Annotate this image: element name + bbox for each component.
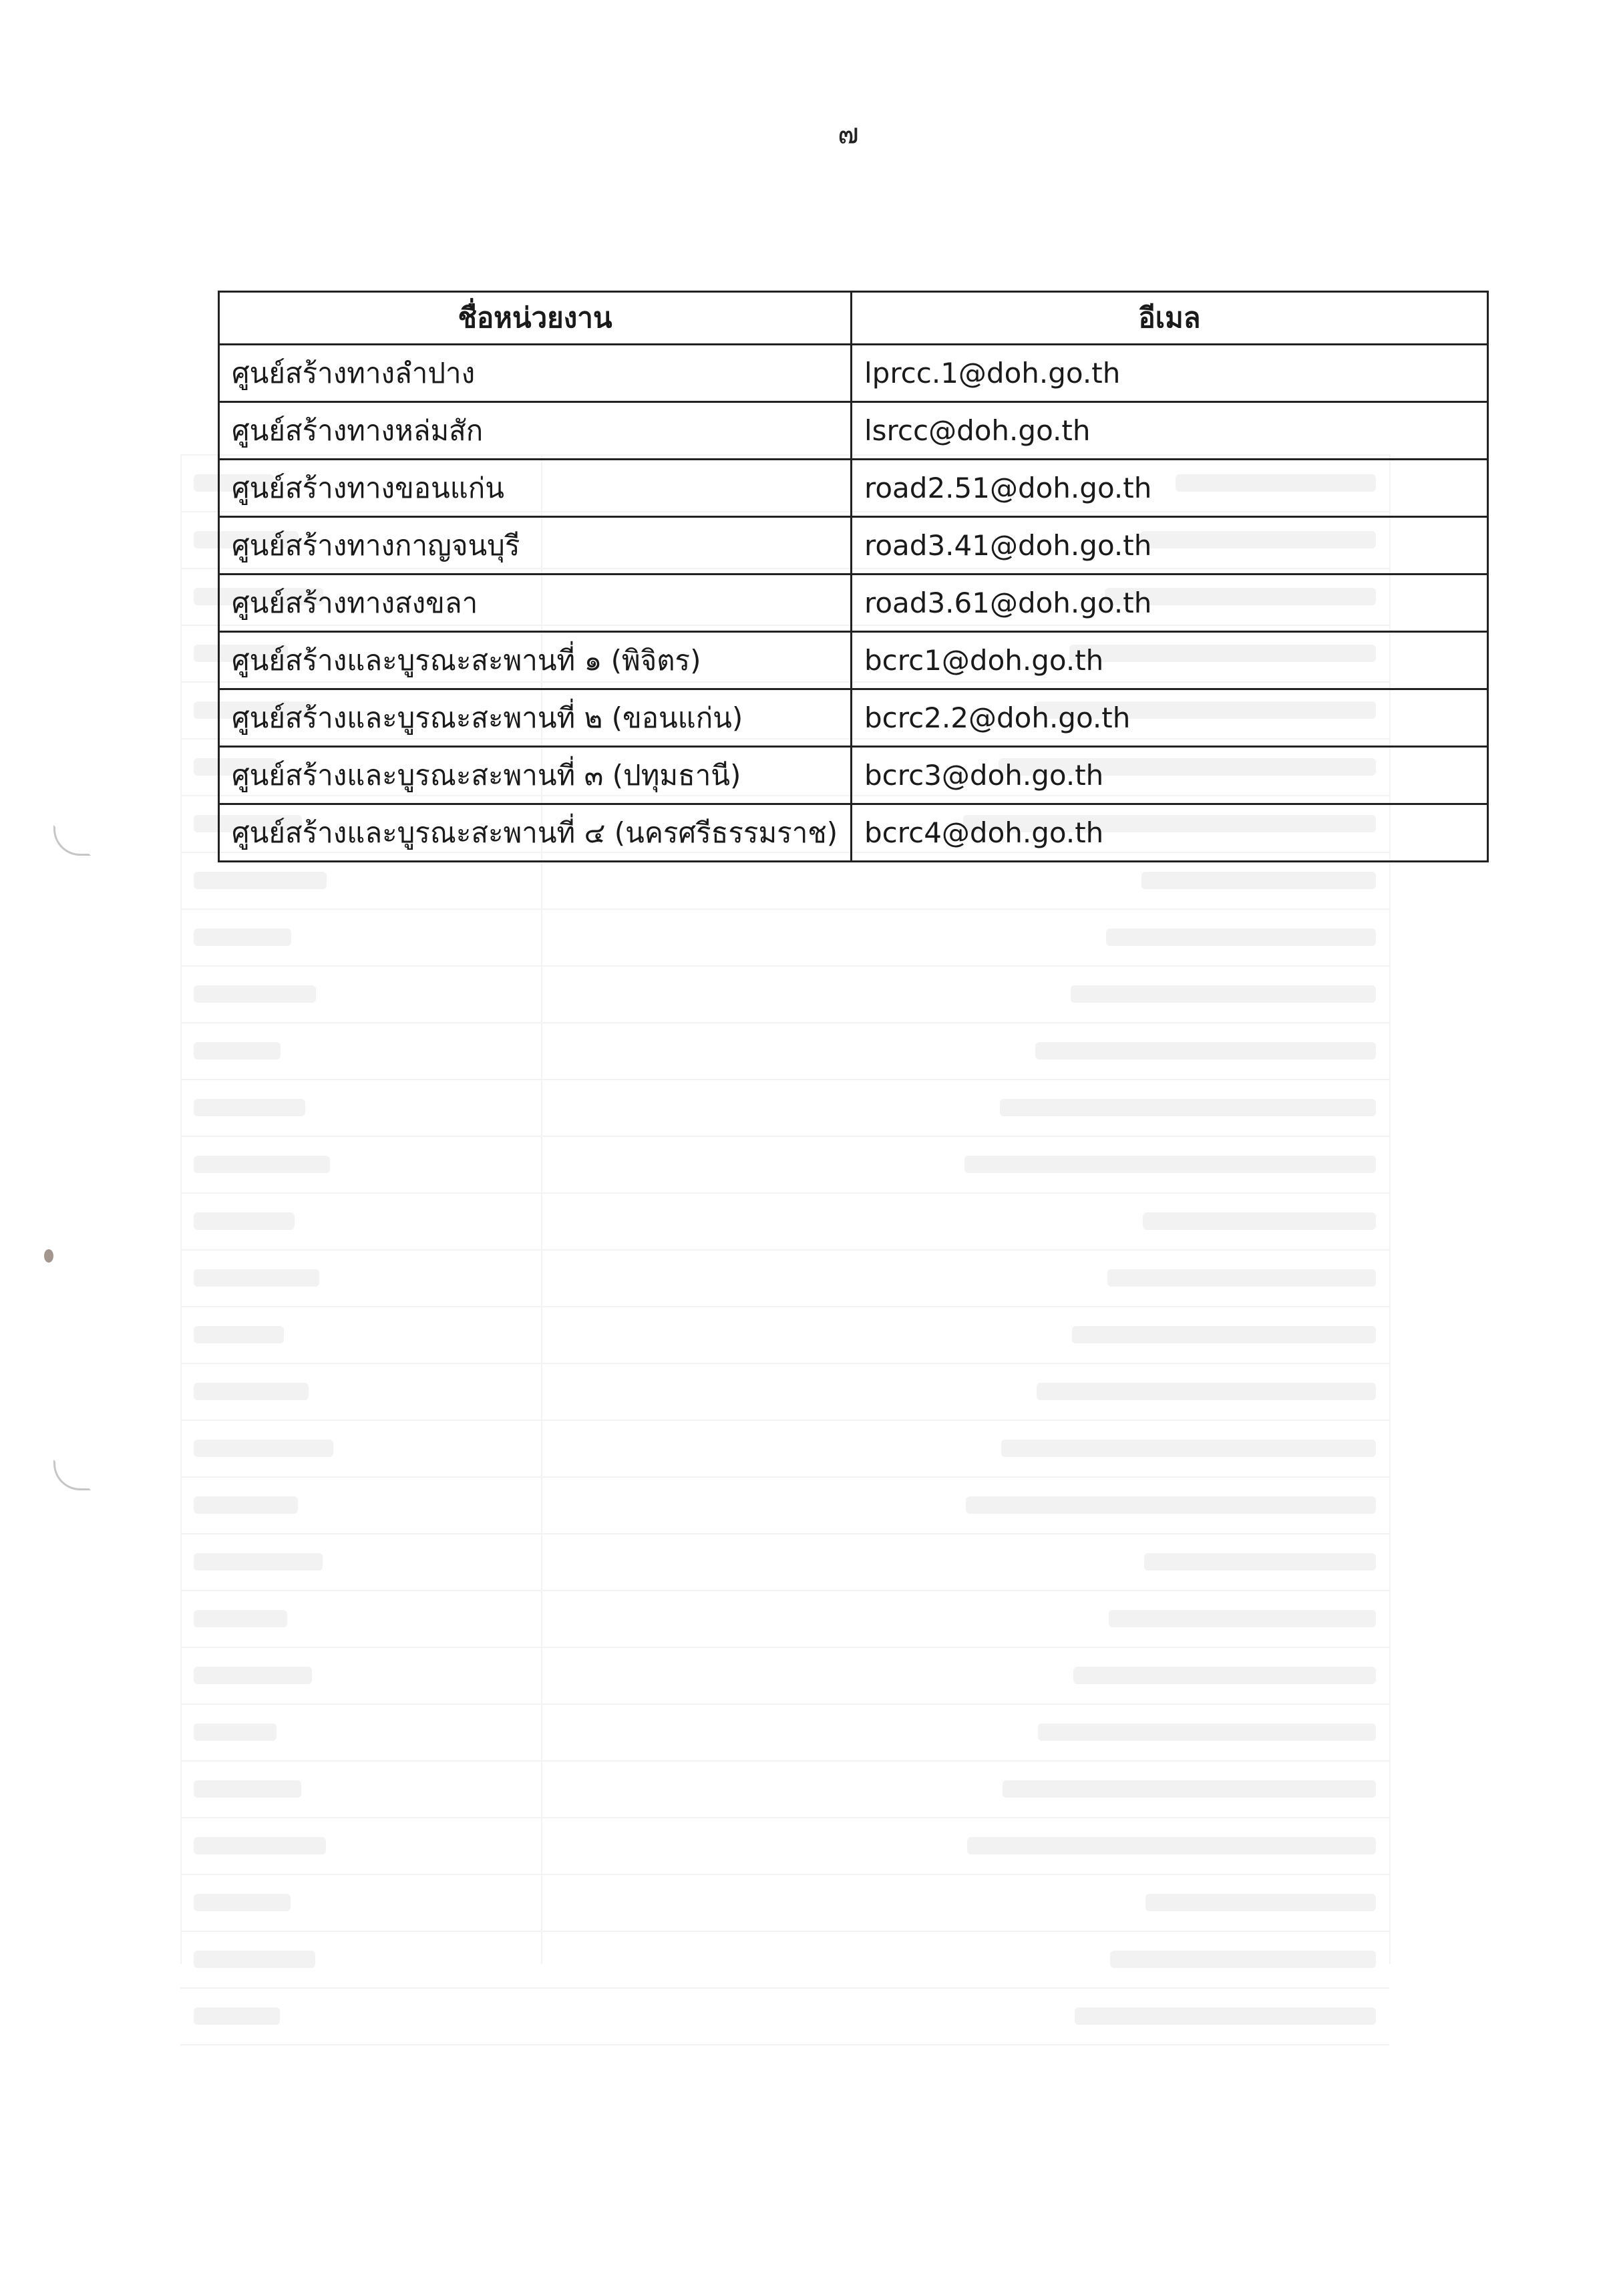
agency-email-table [218, 291, 1489, 862]
bleed-through-text [1038, 1724, 1376, 1741]
agency-name-cell: ศูนย์สร้างและบูรณะสะพานที่ ๑ (พิจิตร) [219, 632, 852, 689]
bleed-through-text [194, 985, 316, 1003]
scan-mark [53, 825, 91, 856]
bleed-through-text [967, 1837, 1376, 1854]
bleed-through-text [966, 1496, 1376, 1514]
bleed-through-text [1037, 1383, 1376, 1400]
bleed-through-text [194, 1042, 281, 1059]
bleed-through-text [1143, 1212, 1376, 1230]
bleed-through-text [1141, 872, 1376, 889]
email-cell: bcrc2.2@doh.go.th [852, 689, 1488, 747]
bleed-through-text [194, 1610, 287, 1627]
email-cell: road3.41@doh.go.th [852, 517, 1488, 575]
bleed-through-line [180, 1476, 1389, 1478]
bleed-through-text [1000, 1099, 1376, 1116]
bleed-through-line [180, 909, 1389, 910]
table-row [219, 804, 1488, 862]
bleed-through-text [1073, 1667, 1376, 1684]
agency-name-cell: ศูนย์สร้างและบูรณะสะพานที่ ๔ (นครศรีธรรมราช) [219, 804, 852, 862]
bleed-through-text [194, 1894, 291, 1911]
bleed-through-text [194, 1496, 298, 1514]
table-row [219, 747, 1488, 804]
page-number: ๗ [838, 117, 859, 150]
header-agency-name: ชื่อหน่วยงาน [219, 292, 852, 345]
bleed-through-line [180, 1703, 1389, 1705]
agency-name-cell: ศูนย์สร้างทางกาญจนบุรี [219, 517, 852, 575]
bleed-through-line [180, 1647, 1389, 1648]
bleed-through-line [180, 1987, 1389, 1989]
bleed-through-line [180, 454, 182, 1964]
table-row [219, 517, 1488, 575]
agency-name-cell: ศูนย์สร้างและบูรณะสะพานที่ ๒ (ขอนแก่น) [219, 689, 852, 747]
bleed-through-line [180, 1363, 1389, 1364]
bleed-through-text [1144, 1553, 1376, 1571]
scan-mark [53, 1460, 91, 1490]
bleed-through-line [180, 1931, 1389, 1932]
bleed-through-line [180, 1136, 1389, 1137]
bleed-through-line [180, 1420, 1389, 1421]
table-row [219, 689, 1488, 747]
bleed-through-text [1003, 1780, 1376, 1798]
bleed-through-text [194, 2007, 280, 2025]
email-cell: road3.61@doh.go.th [852, 575, 1488, 632]
email-cell: bcrc1@doh.go.th [852, 632, 1488, 689]
bleed-through-text [1107, 1269, 1376, 1287]
table-row [219, 632, 1488, 689]
bleed-through-text [194, 872, 327, 889]
bleed-through-text [194, 1724, 277, 1741]
agency-name-cell: ศูนย์สร้างและบูรณะสะพานที่ ๓ (ปทุมธานี) [219, 747, 852, 804]
bleed-through-text [1106, 929, 1376, 946]
bleed-through-text [1071, 985, 1376, 1003]
bleed-through-text [1072, 1326, 1376, 1343]
bleed-through-text [194, 1780, 301, 1798]
bleed-through-text [194, 1837, 326, 1854]
bleed-through-text [1035, 1042, 1376, 1059]
bleed-through-text [1110, 1951, 1376, 1968]
bleed-through-text [1075, 2007, 1376, 2025]
bleed-through-text [964, 1156, 1376, 1173]
bleed-through-text [1109, 1610, 1376, 1627]
bleed-through-text [194, 929, 291, 946]
bleed-through-text [194, 1326, 284, 1343]
bleed-through-line [180, 1817, 1389, 1818]
agency-name-cell: ศูนย์สร้างทางลำปาง [219, 345, 852, 402]
bleed-through-line [180, 1306, 1389, 1307]
bleed-through-line [180, 1022, 1389, 1023]
header-email: อีเมล [852, 292, 1488, 345]
bleed-through-text [1145, 1894, 1376, 1911]
bleed-through-text [194, 1269, 319, 1287]
table-row [219, 460, 1488, 517]
bleed-through-text [194, 1553, 323, 1571]
agency-name-cell: ศูนย์สร้างทางหล่มสัก [219, 402, 852, 460]
bleed-through-line [180, 1079, 1389, 1080]
bleed-through-text [1001, 1440, 1376, 1457]
bleed-through-text [194, 1440, 333, 1457]
bleed-through-line [180, 2044, 1389, 2045]
agency-name-cell: ศูนย์สร้างทางสงขลา [219, 575, 852, 632]
email-cell: lprcc.1@doh.go.th [852, 345, 1488, 402]
scan-speck [44, 1249, 53, 1263]
bleed-through-line [180, 1590, 1389, 1591]
email-cell: bcrc3@doh.go.th [852, 747, 1488, 804]
table-row [219, 575, 1488, 632]
bleed-through-line [180, 1874, 1389, 1875]
agency-name-cell: ศูนย์สร้างทางขอนแก่น [219, 460, 852, 517]
bleed-through-line [180, 1192, 1389, 1194]
bleed-through-text [194, 1099, 305, 1116]
bleed-through-line [180, 1249, 1389, 1251]
bleed-through-text [194, 1212, 295, 1230]
bleed-through-text [194, 1156, 330, 1173]
bleed-through-text [194, 1951, 315, 1968]
bleed-through-line [180, 1533, 1389, 1534]
email-cell: lsrcc@doh.go.th [852, 402, 1488, 460]
bleed-through-text [194, 1383, 309, 1400]
table-header-row [219, 292, 1488, 345]
email-cell: bcrc4@doh.go.th [852, 804, 1488, 862]
table-row [219, 402, 1488, 460]
table-row [219, 345, 1488, 402]
bleed-through-line [180, 965, 1389, 967]
email-cell: road2.51@doh.go.th [852, 460, 1488, 517]
bleed-through-text [194, 1667, 312, 1684]
bleed-through-line [180, 1760, 1389, 1762]
